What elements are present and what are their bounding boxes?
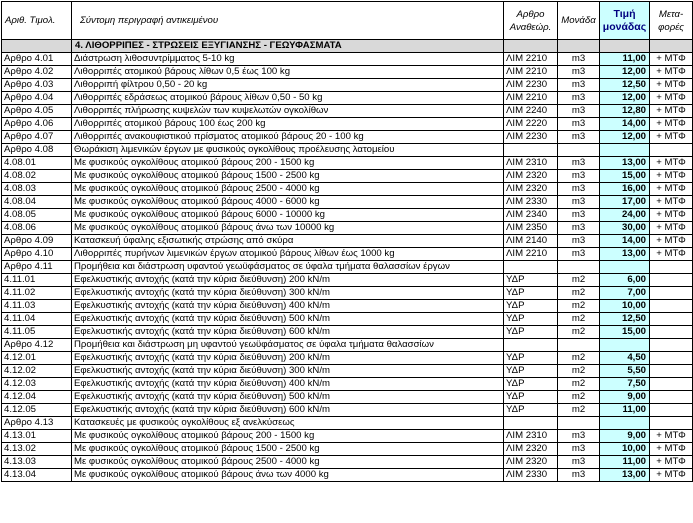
- cell-transport: + ΜΤΦ: [650, 170, 693, 183]
- cell-code: 4.13.03: [2, 456, 72, 469]
- cell-unit: m3: [558, 131, 600, 144]
- table-row: [2, 196, 693, 209]
- table-row: [2, 157, 693, 170]
- header-description: Σύντομη περιγραφή αντικειμένου: [72, 2, 504, 40]
- cell-ref: ΛΙΜ 2320: [504, 456, 558, 469]
- cell-unit: m3: [558, 92, 600, 105]
- section-code-cell: [2, 40, 72, 53]
- cell-description: Εφελκυστικής αντοχής (κατά την κύρια διεύθυνση) 400 kN/m: [72, 378, 504, 391]
- cell-ref: ΛΙΜ 2230: [504, 79, 558, 92]
- cell-price: [600, 339, 650, 352]
- table-row: [2, 144, 693, 157]
- cell-unit: m3: [558, 222, 600, 235]
- table-row: [2, 417, 693, 430]
- table-row: [2, 118, 693, 131]
- cell-price: 9,00: [600, 430, 650, 443]
- cell-transport: + ΜΤΦ: [650, 248, 693, 261]
- cell-price: 30,00: [600, 222, 650, 235]
- cell-description: Εφελκυστικής αντοχής (κατά την κύρια διεύθυνση) 500 kN/m: [72, 313, 504, 326]
- cell-price: 10,00: [600, 443, 650, 456]
- cell-code: 4.08.04: [2, 196, 72, 209]
- cell-transport: [650, 365, 693, 378]
- header-unit: Μονάδα: [558, 2, 600, 40]
- cell-description: Προμήθεια και διάστρωση υφαντού γεωϋφάσματος σε ύφαλα τμήματα θαλασσίων έργων: [72, 261, 504, 274]
- cell-description: Κατασκευή ύφαλης εξισωτικής στρώσης από σκύρα: [72, 235, 504, 248]
- cell-price: 7,00: [600, 287, 650, 300]
- cell-unit: m3: [558, 170, 600, 183]
- cell-code: 4.11.05: [2, 326, 72, 339]
- cell-price: 15,00: [600, 326, 650, 339]
- cell-unit: m2: [558, 365, 600, 378]
- cell-transport: + ΜΤΦ: [650, 79, 693, 92]
- price-list-table: [1, 1, 693, 482]
- table-row: [2, 313, 693, 326]
- cell-code: 4.11.04: [2, 313, 72, 326]
- cell-unit: m3: [558, 469, 600, 482]
- cell-description: Εφελκυστικής αντοχής (κατά την κύρια διεύθυνση) 600 kN/m: [72, 404, 504, 417]
- cell-transport: + ΜΤΦ: [650, 183, 693, 196]
- cell-price: 4,50: [600, 352, 650, 365]
- cell-description: Λιθορριπές πυρήνων λιμενικών έργων ατομικού βάρους λίθων έως 1000 kg: [72, 248, 504, 261]
- cell-code: 4.13.01: [2, 430, 72, 443]
- cell-description: Εφελκυστικής αντοχής (κατά την κύρια διεύθυνση) 200 kN/m: [72, 352, 504, 365]
- cell-ref: ΛΙΜ 2310: [504, 157, 558, 170]
- cell-price: 9,00: [600, 391, 650, 404]
- cell-code: Αρθρο 4.03: [2, 79, 72, 92]
- cell-ref: ΛΙΜ 2140: [504, 235, 558, 248]
- table-row: [2, 53, 693, 66]
- cell-transport: + ΜΤΦ: [650, 196, 693, 209]
- table-row: [2, 365, 693, 378]
- cell-description: Με φυσικούς ογκολίθους ατομικού βάρους 6000 - 10000 kg: [72, 209, 504, 222]
- cell-unit: m3: [558, 430, 600, 443]
- table-row: [2, 131, 693, 144]
- cell-description: Θωράκιση λιμενικών έργων με φυσικούς ογκολίθους προέλευσης λατομείου: [72, 144, 504, 157]
- table-row: [2, 456, 693, 469]
- cell-ref: [504, 417, 558, 430]
- cell-ref: [504, 339, 558, 352]
- cell-unit: m2: [558, 404, 600, 417]
- cell-code: Αρθρο 4.08: [2, 144, 72, 157]
- cell-description: Εφελκυστικής αντοχής (κατά την κύρια διεύθυνση) 200 kN/m: [72, 274, 504, 287]
- cell-transport: [650, 378, 693, 391]
- cell-ref: ΥΔΡ: [504, 391, 558, 404]
- table-row: [2, 404, 693, 417]
- cell-unit: m3: [558, 443, 600, 456]
- cell-transport: [650, 300, 693, 313]
- cell-unit: m2: [558, 300, 600, 313]
- table-row: [2, 105, 693, 118]
- cell-description: Με φυσικούς ογκολίθους ατομικού βάρους 1500 - 2500 kg: [72, 170, 504, 183]
- cell-unit: m3: [558, 196, 600, 209]
- cell-code: Αρθρο 4.07: [2, 131, 72, 144]
- section-row: [2, 40, 693, 53]
- cell-code: Αρθρο 4.10: [2, 248, 72, 261]
- header-ref: Αρθρο Αναθεώρ.: [504, 2, 558, 40]
- cell-ref: ΥΔΡ: [504, 300, 558, 313]
- cell-transport: + ΜΤΦ: [650, 235, 693, 248]
- cell-transport: [650, 274, 693, 287]
- cell-unit: m2: [558, 378, 600, 391]
- cell-unit: m3: [558, 248, 600, 261]
- cell-ref: ΛΙΜ 2210: [504, 66, 558, 79]
- cell-price: 11,00: [600, 456, 650, 469]
- cell-ref: ΛΙΜ 2330: [504, 469, 558, 482]
- cell-code: Αρθρο 4.06: [2, 118, 72, 131]
- cell-price: 12,80: [600, 105, 650, 118]
- table-row: [2, 66, 693, 79]
- header-code: Αριθ. Τιμολ.: [2, 2, 72, 40]
- cell-unit: m3: [558, 209, 600, 222]
- cell-description: Λιθορριπή φίλτρου 0,50 - 20 kg: [72, 79, 504, 92]
- table-row: [2, 222, 693, 235]
- cell-code: Αρθρο 4.12: [2, 339, 72, 352]
- cell-code: 4.08.05: [2, 209, 72, 222]
- table-row: [2, 209, 693, 222]
- cell-unit: m2: [558, 287, 600, 300]
- cell-ref: ΥΔΡ: [504, 378, 558, 391]
- cell-unit: m2: [558, 313, 600, 326]
- cell-transport: [650, 352, 693, 365]
- cell-price: [600, 144, 650, 157]
- cell-ref: ΛΙΜ 2210: [504, 92, 558, 105]
- cell-unit: m3: [558, 157, 600, 170]
- cell-ref: ΛΙΜ 2350: [504, 222, 558, 235]
- table-row: [2, 469, 693, 482]
- cell-description: Λιθορριπές πλήρωσης κυψελών των κυψελωτών ογκολίθων: [72, 105, 504, 118]
- cell-transport: [650, 417, 693, 430]
- cell-transport: [650, 404, 693, 417]
- cell-ref: ΥΔΡ: [504, 274, 558, 287]
- table-row: [2, 248, 693, 261]
- cell-transport: [650, 391, 693, 404]
- cell-unit: m3: [558, 183, 600, 196]
- cell-code: 4.12.05: [2, 404, 72, 417]
- cell-ref: ΛΙΜ 2220: [504, 118, 558, 131]
- cell-code: 4.08.02: [2, 170, 72, 183]
- cell-transport: + ΜΤΦ: [650, 469, 693, 482]
- cell-unit: [558, 417, 600, 430]
- table-row: [2, 79, 693, 92]
- cell-transport: + ΜΤΦ: [650, 92, 693, 105]
- cell-transport: + ΜΤΦ: [650, 53, 693, 66]
- cell-price: 13,00: [600, 157, 650, 170]
- cell-code: 4.08.01: [2, 157, 72, 170]
- cell-price: 10,00: [600, 300, 650, 313]
- cell-price: 13,00: [600, 248, 650, 261]
- cell-ref: ΛΙΜ 2230: [504, 131, 558, 144]
- header-transport: Μετα-φορές: [650, 2, 693, 40]
- cell-unit: [558, 261, 600, 274]
- cell-description: Εφελκυστικής αντοχής (κατά την κύρια διεύθυνση) 600 kN/m: [72, 326, 504, 339]
- cell-unit: m2: [558, 352, 600, 365]
- cell-ref: ΥΔΡ: [504, 326, 558, 339]
- cell-code: 4.08.06: [2, 222, 72, 235]
- table-body: [2, 40, 693, 482]
- cell-description: Εφελκυστικής αντοχής (κατά την κύρια διεύθυνση) 500 kN/m: [72, 391, 504, 404]
- cell-ref: [504, 261, 558, 274]
- cell-transport: + ΜΤΦ: [650, 131, 693, 144]
- cell-price: 12,50: [600, 313, 650, 326]
- cell-description: Με φυσικούς ογκολίθους ατομικού βάρους άνω των 4000 kg: [72, 469, 504, 482]
- cell-description: Διάστρωση λιθοσυντρίμματος 5-10 kg: [72, 53, 504, 66]
- cell-code: 4.11.02: [2, 287, 72, 300]
- cell-description: Λιθορριπές ατομικού βάρους λίθων 0,5 έως 100 kg: [72, 66, 504, 79]
- cell-price: 17,00: [600, 196, 650, 209]
- cell-price: 12,00: [600, 66, 650, 79]
- cell-description: Εφελκυστικής αντοχής (κατά την κύρια διεύθυνση) 300 kN/m: [72, 365, 504, 378]
- section-transport-cell: [650, 40, 693, 53]
- cell-ref: ΛΙΜ 2320: [504, 443, 558, 456]
- cell-transport: + ΜΤΦ: [650, 209, 693, 222]
- cell-transport: [650, 287, 693, 300]
- cell-code: Αρθρο 4.11: [2, 261, 72, 274]
- cell-price: 14,00: [600, 235, 650, 248]
- table-row: [2, 352, 693, 365]
- cell-unit: m3: [558, 118, 600, 131]
- cell-code: 4.12.01: [2, 352, 72, 365]
- cell-description: Λιθορριπές ατομικού βάρους 100 έως 200 kg: [72, 118, 504, 131]
- cell-price: 14,00: [600, 118, 650, 131]
- table-row: [2, 261, 693, 274]
- cell-code: Αρθρο 4.09: [2, 235, 72, 248]
- cell-description: Προμήθεια και διάστρωση μη υφαντού γεωϋφάσματος σε ύφαλα τμήματα θαλασσίων: [72, 339, 504, 352]
- cell-description: Με φυσικούς ογκολίθους ατομικού βάρους 200 - 1500 kg: [72, 157, 504, 170]
- cell-ref: ΥΔΡ: [504, 352, 558, 365]
- section-ref-cell: [504, 40, 558, 53]
- table-row: [2, 183, 693, 196]
- cell-ref: ΥΔΡ: [504, 313, 558, 326]
- cell-ref: ΥΔΡ: [504, 287, 558, 300]
- cell-transport: [650, 313, 693, 326]
- cell-description: Με φυσικούς ογκολίθους ατομικού βάρους 4000 - 6000 kg: [72, 196, 504, 209]
- cell-ref: ΛΙΜ 2320: [504, 183, 558, 196]
- cell-price: 12,50: [600, 79, 650, 92]
- header-price: Τιμή μονάδας: [600, 2, 650, 40]
- cell-unit: m3: [558, 105, 600, 118]
- cell-unit: m3: [558, 235, 600, 248]
- cell-price: 16,00: [600, 183, 650, 196]
- cell-ref: ΛΙΜ 2210: [504, 248, 558, 261]
- cell-price: 11,00: [600, 404, 650, 417]
- cell-code: 4.12.02: [2, 365, 72, 378]
- cell-transport: [650, 144, 693, 157]
- cell-ref: ΥΔΡ: [504, 404, 558, 417]
- cell-code: 4.13.04: [2, 469, 72, 482]
- cell-unit: [558, 339, 600, 352]
- cell-description: Κατασκευές με φυσικούς ογκολίθους εξ ανελκύσεως: [72, 417, 504, 430]
- cell-ref: [504, 144, 558, 157]
- table-row: [2, 339, 693, 352]
- cell-price: 7,50: [600, 378, 650, 391]
- cell-unit: m2: [558, 274, 600, 287]
- cell-ref: ΛΙΜ 2320: [504, 170, 558, 183]
- cell-price: 24,00: [600, 209, 650, 222]
- cell-code: 4.11.01: [2, 274, 72, 287]
- table-row: [2, 287, 693, 300]
- cell-code: 4.11.03: [2, 300, 72, 313]
- cell-transport: + ΜΤΦ: [650, 222, 693, 235]
- cell-price: 11,00: [600, 53, 650, 66]
- cell-price: 15,00: [600, 170, 650, 183]
- cell-ref: ΛΙΜ 2310: [504, 430, 558, 443]
- cell-price: [600, 417, 650, 430]
- cell-description: Με φυσικούς ογκολίθους ατομικού βάρους άνω των 10000 kg: [72, 222, 504, 235]
- cell-unit: [558, 144, 600, 157]
- cell-description: Εφελκυστικής αντοχής (κατά την κύρια διεύθυνση) 400 kN/m: [72, 300, 504, 313]
- table-row: [2, 430, 693, 443]
- cell-ref: ΛΙΜ 2210: [504, 53, 558, 66]
- cell-unit: m2: [558, 326, 600, 339]
- cell-unit: m2: [558, 391, 600, 404]
- table-row: [2, 92, 693, 105]
- cell-code: 4.13.02: [2, 443, 72, 456]
- cell-price: 6,00: [600, 274, 650, 287]
- cell-code: 4.08.03: [2, 183, 72, 196]
- cell-transport: + ΜΤΦ: [650, 105, 693, 118]
- header-row: [2, 2, 693, 40]
- table-row: [2, 443, 693, 456]
- cell-code: Αρθρο 4.05: [2, 105, 72, 118]
- section-unit-cell: [558, 40, 600, 53]
- cell-price: 12,00: [600, 131, 650, 144]
- cell-transport: [650, 326, 693, 339]
- cell-unit: m3: [558, 66, 600, 79]
- section-title: 4. ΛΙΘΟΡΡΙΠΕΣ - ΣΤΡΩΣΕΙΣ ΕΞΥΓΙΑΝΣΗΣ - ΓΕΩΥΦΑΣΜΑΤΑ: [72, 40, 504, 53]
- cell-code: Αρθρο 4.02: [2, 66, 72, 79]
- table-row: [2, 326, 693, 339]
- table-row: [2, 391, 693, 404]
- table-row: [2, 378, 693, 391]
- cell-ref: ΥΔΡ: [504, 365, 558, 378]
- cell-description: Λιθορριπές ανακουφιστικού πρίσματος ατομικού βάρους 20 - 100 kg: [72, 131, 504, 144]
- cell-transport: [650, 261, 693, 274]
- cell-description: Με φυσικούς ογκολίθους ατομικού βάρους 2500 - 4000 kg: [72, 456, 504, 469]
- cell-transport: + ΜΤΦ: [650, 157, 693, 170]
- table-row: [2, 274, 693, 287]
- cell-price: 12,00: [600, 92, 650, 105]
- table-row: [2, 170, 693, 183]
- cell-ref: ΛΙΜ 2340: [504, 209, 558, 222]
- cell-code: Αρθρο 4.01: [2, 53, 72, 66]
- cell-description: Με φυσικούς ογκολίθους ατομικού βάρους 2500 - 4000 kg: [72, 183, 504, 196]
- cell-ref: ΛΙΜ 2240: [504, 105, 558, 118]
- cell-unit: m3: [558, 53, 600, 66]
- cell-transport: + ΜΤΦ: [650, 66, 693, 79]
- cell-transport: + ΜΤΦ: [650, 430, 693, 443]
- section-price-cell: [600, 40, 650, 53]
- cell-price: 5,50: [600, 365, 650, 378]
- cell-code: 4.12.04: [2, 391, 72, 404]
- cell-description: Εφελκυστικής αντοχής (κατά την κύρια διεύθυνση) 300 kN/m: [72, 287, 504, 300]
- cell-price: 13,00: [600, 469, 650, 482]
- cell-description: Με φυσικούς ογκολίθους ατομικού βάρους 1500 - 2500 kg: [72, 443, 504, 456]
- cell-transport: + ΜΤΦ: [650, 443, 693, 456]
- cell-unit: m3: [558, 79, 600, 92]
- cell-code: Αρθρο 4.04: [2, 92, 72, 105]
- cell-ref: ΛΙΜ 2330: [504, 196, 558, 209]
- cell-code: 4.12.03: [2, 378, 72, 391]
- cell-description: Με φυσικούς ογκολίθους ατομικού βάρους 200 - 1500 kg: [72, 430, 504, 443]
- cell-transport: [650, 339, 693, 352]
- table-row: [2, 235, 693, 248]
- cell-transport: + ΜΤΦ: [650, 118, 693, 131]
- cell-unit: m3: [558, 456, 600, 469]
- cell-description: Λιθορριπές εδράσεως ατομικού βάρους λίθων 0,50 - 50 kg: [72, 92, 504, 105]
- cell-price: [600, 261, 650, 274]
- cell-transport: + ΜΤΦ: [650, 456, 693, 469]
- table-row: [2, 300, 693, 313]
- cell-code: Αρθρο 4.13: [2, 417, 72, 430]
